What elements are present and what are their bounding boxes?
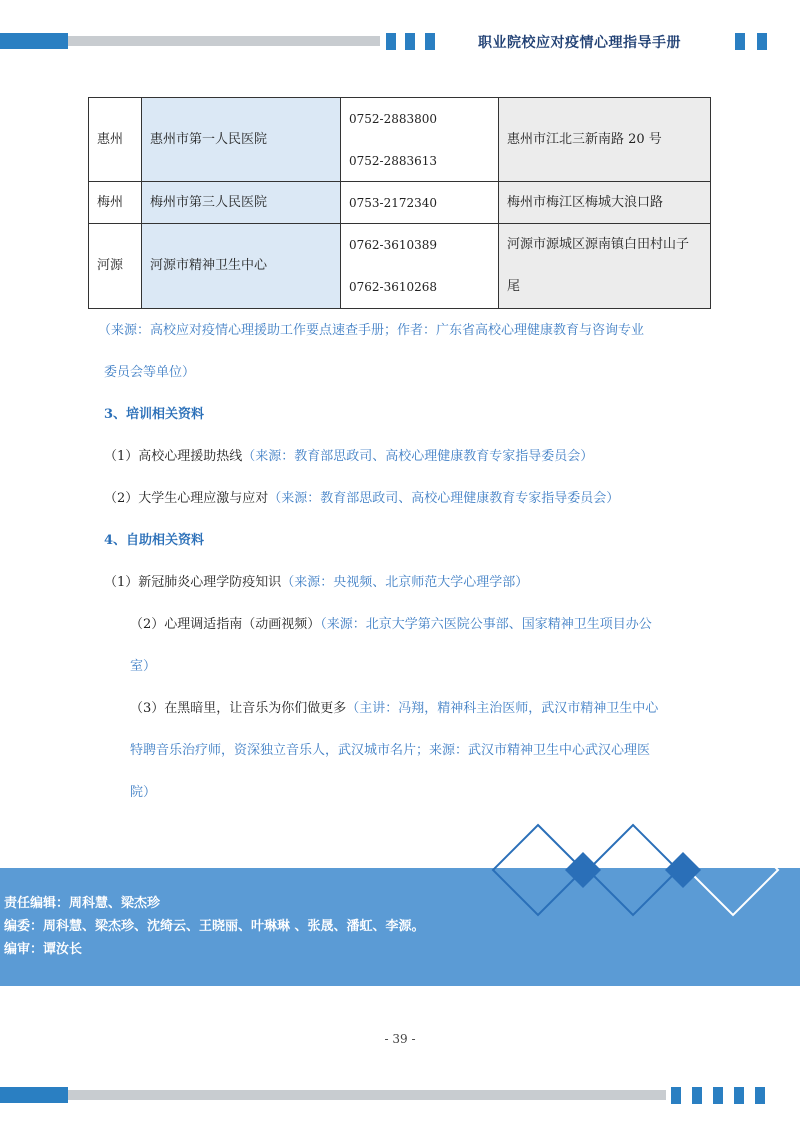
header-bar-accent: [0, 33, 68, 49]
footer-square: [713, 1087, 723, 1104]
phone-number: 0753-2172340: [349, 195, 438, 210]
diamond-decoration: [488, 820, 788, 940]
item-label: （3）在黑暗里，让音乐为你们做更多: [130, 701, 347, 716]
address-cell: 惠州市江北三新南路 20 号: [499, 98, 711, 182]
header-square: [735, 33, 745, 50]
header-title: 职业院校应对疫情心理指导手册: [478, 35, 681, 51]
footer-square: [734, 1087, 744, 1104]
phone-number: 0752-2883613: [349, 153, 438, 168]
phone-number: 0752-2883800: [349, 111, 438, 126]
source-note-line: 委员会等单位）: [104, 365, 196, 380]
address-cell: [499, 224, 711, 309]
phone-number: 0762-3610389: [349, 238, 438, 252]
credits-reviewer: 编审：谭汝长: [4, 942, 83, 957]
hospital-cell: 河源市精神卫生中心: [142, 224, 341, 309]
item-source-continued: 特聘音乐治疗师，资深独立音乐人，武汉城市名片；来源：武汉市精神卫生中心武汉心理医: [130, 743, 651, 758]
header-square: [425, 33, 435, 50]
address-line: 尾: [507, 279, 521, 294]
footer-square: [692, 1087, 702, 1104]
list-item: [104, 447, 593, 467]
section-heading: 4、自助相关资料: [104, 533, 205, 548]
header-square: [405, 33, 415, 50]
item-source: （来源：教育部思政司、高校心理健康教育专家指导委员会）: [268, 491, 620, 506]
item-label: （2）大学生心理应激与应对: [104, 491, 269, 506]
header-square: [757, 33, 767, 50]
footer-square: [671, 1087, 681, 1104]
footer-bar-accent: [0, 1087, 68, 1103]
item-label: （1）高校心理援助热线: [104, 449, 243, 464]
section-heading: 3、培训相关资料: [104, 407, 205, 422]
list-item: [130, 699, 658, 719]
table-row: [89, 98, 711, 182]
list-item: [130, 615, 652, 635]
footer-square: [755, 1087, 765, 1104]
header-square: [386, 33, 396, 50]
phone-cell: [341, 98, 499, 182]
list-item: [104, 573, 528, 593]
city-cell: 河源: [89, 224, 142, 309]
hospital-table: [88, 97, 711, 309]
page-number: - 39 -: [384, 1032, 416, 1046]
city-cell: 惠州: [89, 98, 142, 182]
item-source: （主讲：冯翔，精神科主治医师，武汉市精神卫生中心: [346, 701, 659, 716]
item-source: （来源：教育部思政司、高校心理健康教育专家指导委员会）: [242, 449, 594, 464]
table-row: [89, 182, 711, 224]
item-label: （2）心理调适指南（动画视频）: [130, 617, 321, 632]
address-cell: 梅州市梅江区梅城大浪口路: [499, 182, 711, 224]
credits-committee: 编委：周科慧、梁杰珍、沈绮云、王晓丽、叶琳琳 、张晟、潘虹、李源。: [4, 919, 425, 934]
phone-cell: [341, 224, 499, 309]
hospital-cell: 惠州市第一人民医院: [142, 98, 341, 182]
item-source: （来源：央视频、北京师范大学心理学部）: [281, 575, 529, 590]
item-label: （1）新冠肺炎心理学防疫知识: [104, 575, 282, 590]
item-source-continued: 室）: [130, 659, 157, 674]
source-note-line: （来源：高校应对疫情心理援助工作要点速查手册；作者：广东省高校心理健康教育与咨询专业: [98, 323, 645, 338]
list-item: [104, 489, 619, 509]
hospital-cell: 梅州市第三人民医院: [142, 182, 341, 224]
phone-cell: [341, 182, 499, 224]
city-cell: 梅州: [89, 182, 142, 224]
header-bar-rule: [68, 36, 380, 46]
table-row: [89, 224, 711, 309]
phone-number: 0762-3610268: [349, 280, 438, 294]
item-source: （来源：北京大学第六医院公事部、国家精神卫生项目办公: [320, 617, 652, 632]
address-line: 河源市源城区源南镇白田村山子: [507, 237, 690, 252]
item-source-continued: 院）: [130, 785, 157, 800]
credits-editor: 责任编辑：周科慧、梁杰珍: [4, 896, 161, 911]
footer-bar-rule: [68, 1090, 666, 1100]
